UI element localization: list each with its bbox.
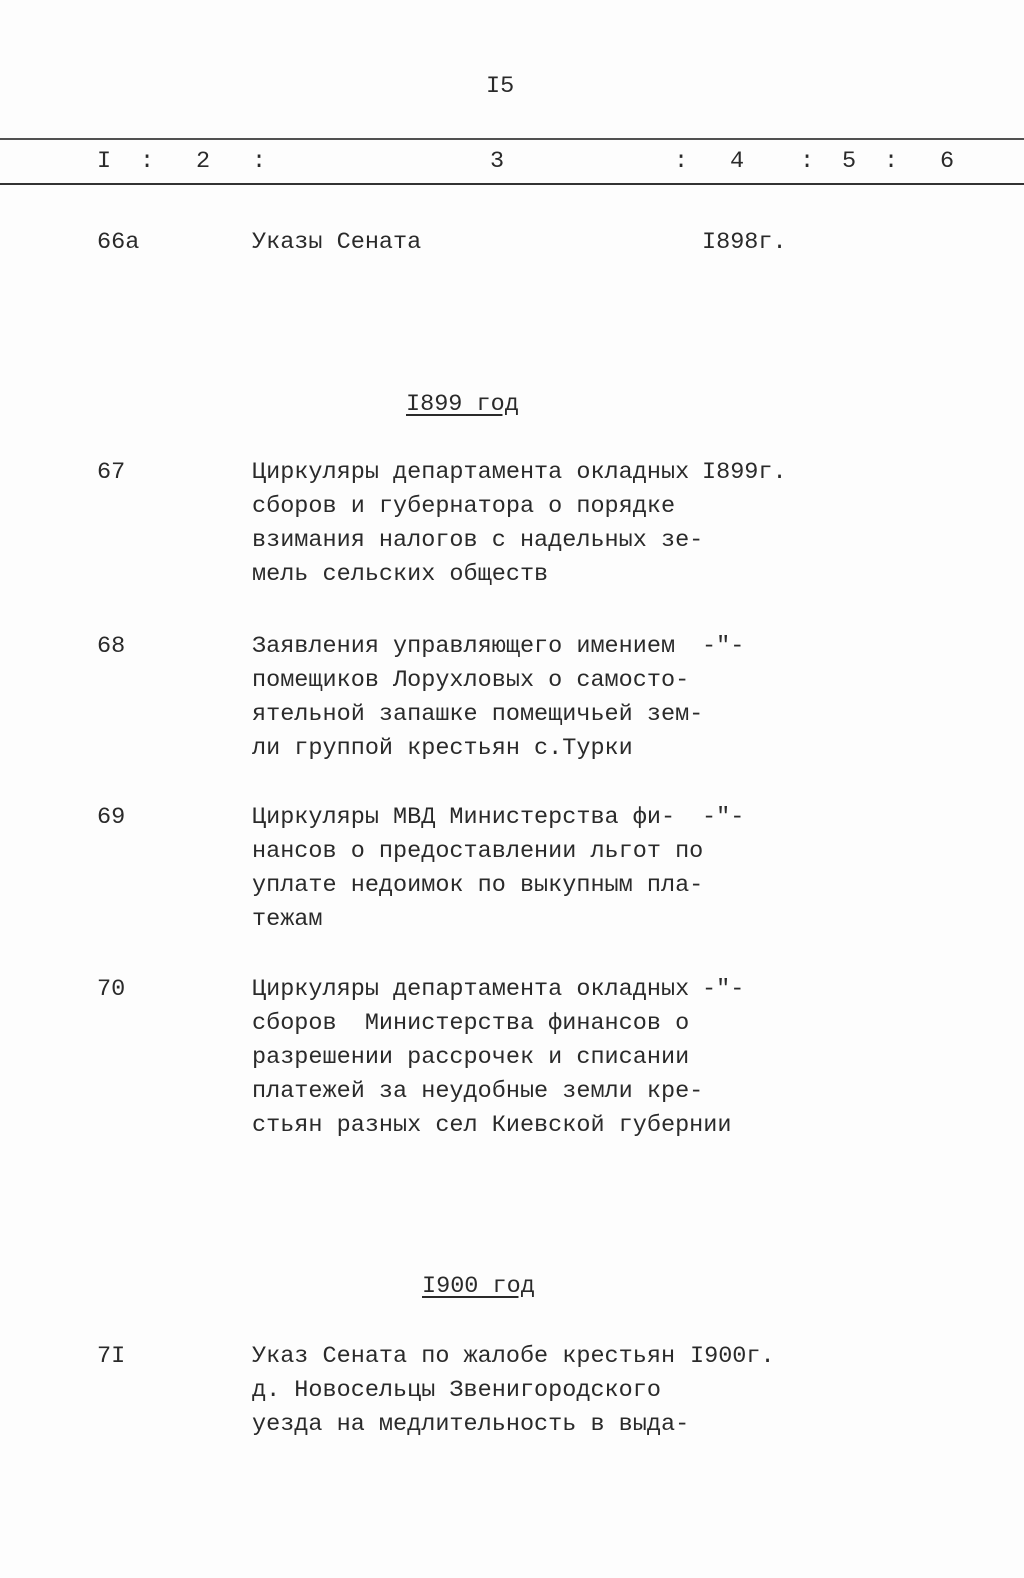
section-heading: I900 год <box>422 1273 535 1300</box>
entry-number: 66а <box>97 229 140 256</box>
entry-number: 67 <box>97 459 126 486</box>
entry-line: ятельной запашке помещичьей зем- <box>252 701 704 728</box>
entry-title <box>252 630 703 766</box>
entry-line: Циркуляры департамента окладных <box>252 459 690 486</box>
header-sep: : <box>800 148 815 175</box>
header-sep: : <box>252 148 267 175</box>
entry-date: -"- <box>702 976 745 1003</box>
header-col-2: 2 <box>196 148 211 175</box>
header-col-3: 3 <box>490 148 505 175</box>
entry-line: сборов и губернатора о порядке <box>252 493 676 520</box>
header-top-rule <box>0 138 1024 140</box>
entry-date: -"- <box>702 633 745 660</box>
entry-line: тежам <box>252 906 323 933</box>
header-col-6: 6 <box>940 148 955 175</box>
header-col-5: 5 <box>842 148 857 175</box>
entry-line: ли группой крестьян с.Турки <box>252 735 633 762</box>
entry-line: стьян разных сел Киевской губернии <box>252 1112 732 1139</box>
entry-date: I899г. <box>702 459 787 486</box>
entry-line: сборов Министерства финансов о <box>252 1010 690 1037</box>
entry-date: I898г. <box>702 229 787 256</box>
entry-title <box>252 456 703 592</box>
entry-line: разрешении рассрочек и списании <box>252 1044 690 1071</box>
header-bottom-rule <box>0 183 1024 185</box>
entry-line: Циркуляры департамента окладных <box>252 976 690 1003</box>
entry-line: помещиков Лорухловых о самосто- <box>252 667 690 694</box>
entry-line: Заявления управляющего имением <box>252 633 676 660</box>
entry-number: 69 <box>97 804 126 831</box>
entry-line: уплате недоимок по выкупным пла- <box>252 872 704 899</box>
entry-title: Указы Сената <box>252 229 422 256</box>
entry-line: Циркуляры МВД Министерства фи- <box>252 804 676 831</box>
entry-line: платежей за неудобные земли кре- <box>252 1078 704 1105</box>
header-sep: : <box>140 148 155 175</box>
entry-date: I900г. <box>690 1343 775 1370</box>
entry-title <box>252 973 731 1143</box>
entry-number: 68 <box>97 633 126 660</box>
entry-line: взимания налогов с надельных зе- <box>252 527 704 554</box>
entry-line: нансов о предоставлении льгот по <box>252 838 704 865</box>
entry-line: уезда на медлительность в выда- <box>252 1411 690 1438</box>
header-sep: : <box>884 148 899 175</box>
section-heading: I899 год <box>406 391 519 418</box>
entry-date: -"- <box>702 804 745 831</box>
entry-number: 7I <box>97 1343 126 1370</box>
entry-line: Указ Сената по жалобе крестьян <box>252 1343 676 1370</box>
header-sep: : <box>674 148 689 175</box>
entry-number: 70 <box>97 976 126 1003</box>
entry-line: мель сельских обществ <box>252 561 549 588</box>
header-col-4: 4 <box>730 148 745 175</box>
entry-title <box>252 1340 689 1442</box>
entry-line: д. Новосельцы Звенигородского <box>252 1377 661 1404</box>
entry-title <box>252 801 703 937</box>
page-number: I5 <box>486 73 515 100</box>
header-col-1: I <box>97 148 112 175</box>
